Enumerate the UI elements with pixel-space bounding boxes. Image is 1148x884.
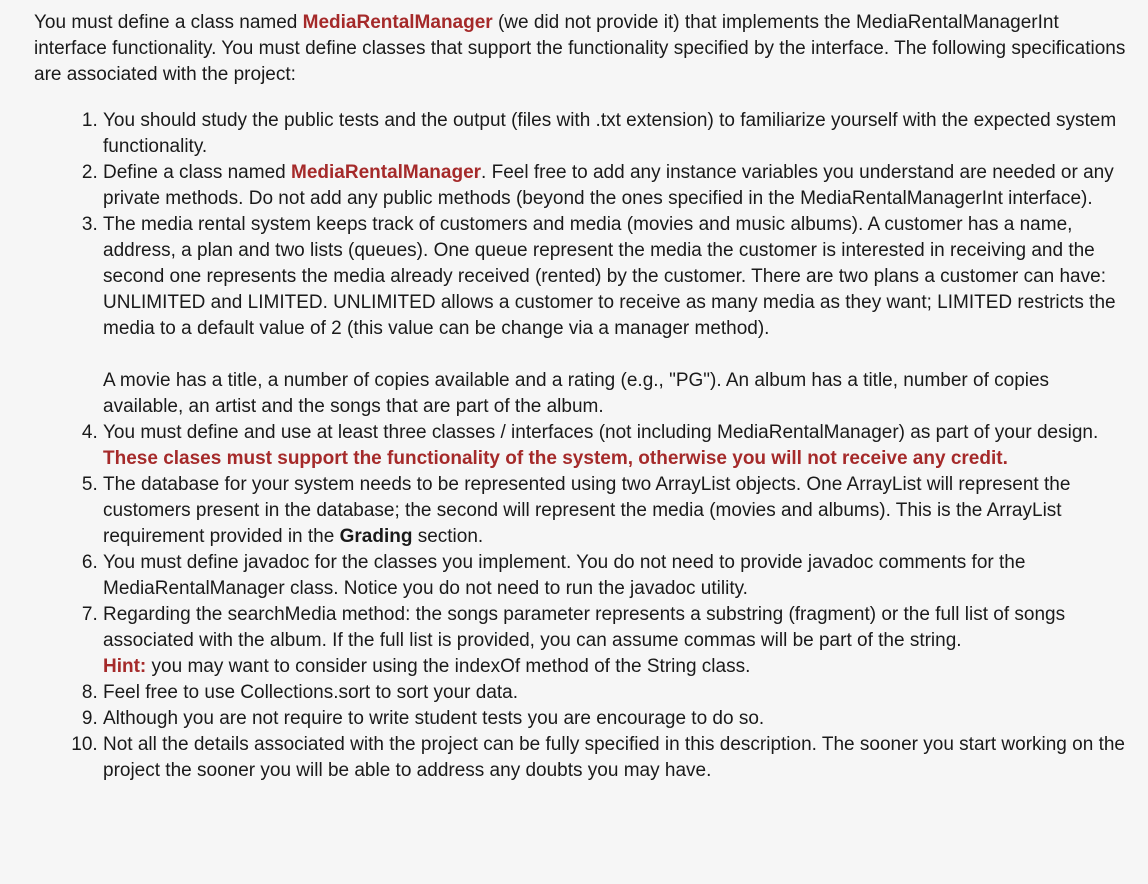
class-name-highlight: MediaRentalManager [291,162,482,183]
spec-item-9-text: Although you are not require to write student tests you are encourage to do so. [103,708,765,729]
spec-item-2-text-1: Define a class named [103,162,291,183]
spec-item-7 [103,602,1128,680]
spec-item-9 [103,706,1128,732]
spec-item-4-text: You must define and use at least three classes / interfaces (not including MediaRentalManager) as part of your design. [103,422,1099,443]
spec-item-8 [103,680,1128,706]
spec-item-10 [103,732,1128,784]
intro-text-1: You must define a class named [34,12,303,33]
specifications-list [34,108,1128,784]
intro-text-2: (we did not provide it) that implements the MediaRentalManagerInt interface functionality. You must define classes that support the functionality specified by the interface. The following specifications are associated with the project: [34,12,1126,85]
spec-item-1-text: You should study the public tests and the output (files with .txt extension) to familiarize yourself with the expected system functionality. [103,110,1117,157]
spec-item-3-paragraph-1: The media rental system keeps track of customers and media (movies and music albums). A customer has a name, address, a plan and two lists (queues). One queue represent the media the customer is interested in receiving and the second one represents the media already received (rented) by the customer. There are two plans a customer can have: UNLIMITED and LIMITED. UNLIMITED allows a customer to receive as many media as they want; LIMITED restricts the media to a default value of 2 (this value can be change via a manager method). [103,214,1116,339]
credit-warning: These clases must support the functionality of the system, otherwise you will not receive any credit. [103,448,1008,469]
spec-item-3-paragraph-2: A movie has a title, a number of copies available and a rating (e.g., "PG"). An album has a title, number of copies available, an artist and the songs that are part of the album. [103,370,1050,417]
spec-item-4 [103,420,1128,472]
spec-item-6-text: You must define javadoc for the classes you implement. You do not need to provide javadoc comments for the MediaRentalManager class. Notice you do not need to run the javadoc utility. [103,552,1026,599]
spec-item-7-text-2: you may want to consider using the indexOf method of the String class. [146,656,751,677]
spec-item-3 [103,212,1128,420]
spec-item-8-text: Feel free to use Collections.sort to sort your data. [103,682,519,703]
spec-item-2-text-2: . Feel free to add any instance variables you understand are needed or any private methods. Do not add any public methods (beyond the ones specified in the MediaRentalManagerInt interface). [103,162,1114,209]
class-name-highlight: MediaRentalManager [302,12,493,33]
spec-item-2 [103,160,1128,212]
spec-item-6 [103,550,1128,602]
spec-item-5-text-1: The database for your system needs to be represented using two ArrayList objects. One ArrayList will represent the customers present in the database; the second will represent the media (movies and albums). This is the ArrayList requirement provided in the [103,474,1071,547]
grading-section-ref: Grading [339,526,413,547]
spec-item-7-text-1: Regarding the searchMedia method: the songs parameter represents a substring (fragment) or the full list of songs associated with the album. If the full list is provided, you can assume commas will be part of the string. [103,604,1066,651]
spec-item-5 [103,472,1128,550]
hint-label: Hint: [103,656,147,677]
intro-paragraph [34,10,1128,88]
spec-item-1 [103,108,1128,160]
spec-item-10-text: Not all the details associated with the project can be fully specified in this description. The sooner you start working on the project the sooner you will be able to address any doubts you may have. [103,734,1125,781]
spec-item-5-text-2: section. [412,526,484,547]
